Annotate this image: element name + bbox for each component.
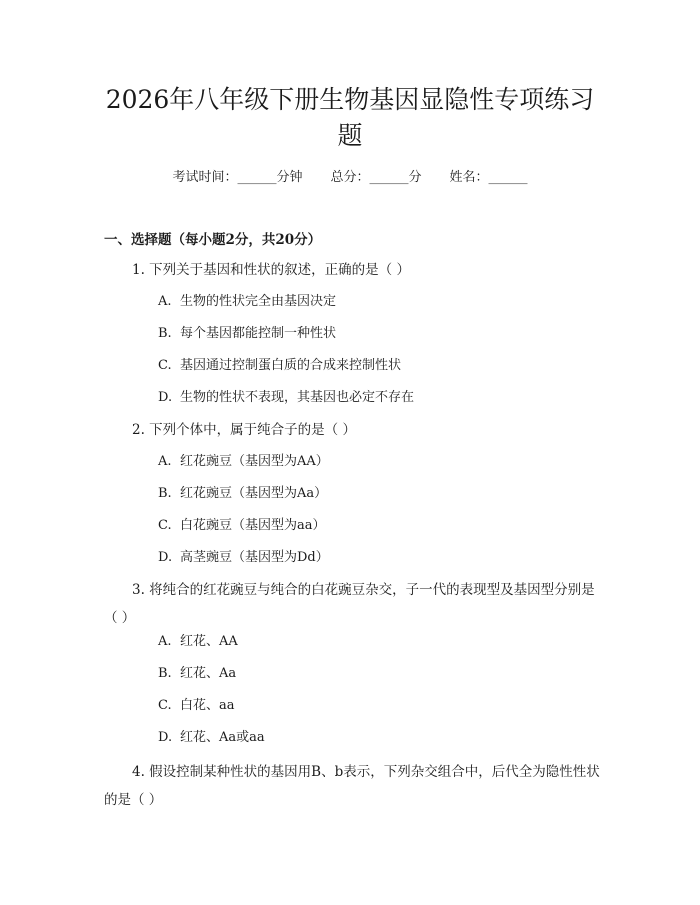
question-2-option-b[interactable]: [158, 484, 327, 504]
question-4-stem: 4. 假设控制某种性状的基因用B、b表示，下列杂交组合中，后代全为隐性性状的是（ ）: [104, 764, 600, 808]
option-text: 红花豌豆（基因型为AA）: [180, 454, 329, 469]
option-letter: B.: [158, 486, 172, 501]
option-letter: A.: [158, 634, 172, 649]
option-text: 白花、aa: [180, 698, 235, 713]
question-3-stem: 3. 将纯合的红花豌豆与纯合的白花豌豆杂交，子一代的表现型及基因型分别是（ ）: [104, 582, 595, 626]
question-3-option-d[interactable]: [158, 728, 265, 748]
option-text: 生物的性状完全由基因决定: [180, 294, 337, 309]
option-letter: D.: [158, 730, 173, 745]
option-letter: D.: [158, 550, 173, 565]
option-letter: C.: [158, 518, 172, 533]
question-3-option-b[interactable]: [158, 664, 236, 684]
option-letter: C.: [158, 358, 172, 373]
option-letter: B.: [158, 326, 172, 341]
question-3-option-c[interactable]: [158, 696, 235, 716]
option-text: 生物的性状不表现，其基因也必定不存在: [180, 390, 415, 405]
section-heading-multiple-choice: 一、选择题（每小题2分，共20分）: [104, 232, 322, 248]
option-text: 每个基因都能控制一种性状: [180, 326, 337, 341]
option-letter: A.: [158, 294, 172, 309]
question-1-option-b[interactable]: [158, 324, 336, 344]
option-text: 基因通过控制蛋白质的合成来控制性状: [180, 358, 402, 373]
option-letter: B.: [158, 666, 172, 681]
option-letter: C.: [158, 698, 172, 713]
question-1-option-a[interactable]: [158, 292, 336, 312]
question-2-option-a[interactable]: [158, 452, 329, 472]
question-2-option-d[interactable]: [158, 548, 329, 568]
question-1-option-c[interactable]: [158, 356, 401, 376]
exam-time-field: 考试时间：______分钟: [172, 170, 303, 185]
student-name-field: 姓名：______: [449, 170, 528, 185]
option-letter: A.: [158, 454, 172, 469]
question-1-option-d[interactable]: [158, 388, 414, 408]
option-text: 红花、Aa: [180, 666, 237, 681]
question-2-option-c[interactable]: [158, 516, 326, 536]
option-text: 高茎豌豆（基因型为Dd）: [180, 550, 329, 565]
option-text: 红花豌豆（基因型为Aa）: [180, 486, 328, 501]
option-text: 白花豌豆（基因型为aa）: [180, 518, 326, 533]
exam-title-continued: 题: [337, 121, 363, 150]
exam-title: 2026年八年级下册生物基因显隐性专项练习: [105, 85, 595, 114]
question-1-stem: 1. 下列关于基因和性状的叙述，正确的是（ ）: [132, 262, 410, 278]
exam-info-line: [0, 168, 700, 188]
option-letter: D.: [158, 390, 173, 405]
total-score-field: 总分：______分: [330, 170, 422, 185]
option-text: 红花、Aa或aa: [180, 730, 265, 745]
question-3-option-a[interactable]: [158, 632, 238, 652]
question-2-stem: 2. 下列个体中，属于纯合子的是（ ）: [132, 422, 356, 438]
option-text: 红花、AA: [180, 634, 238, 649]
